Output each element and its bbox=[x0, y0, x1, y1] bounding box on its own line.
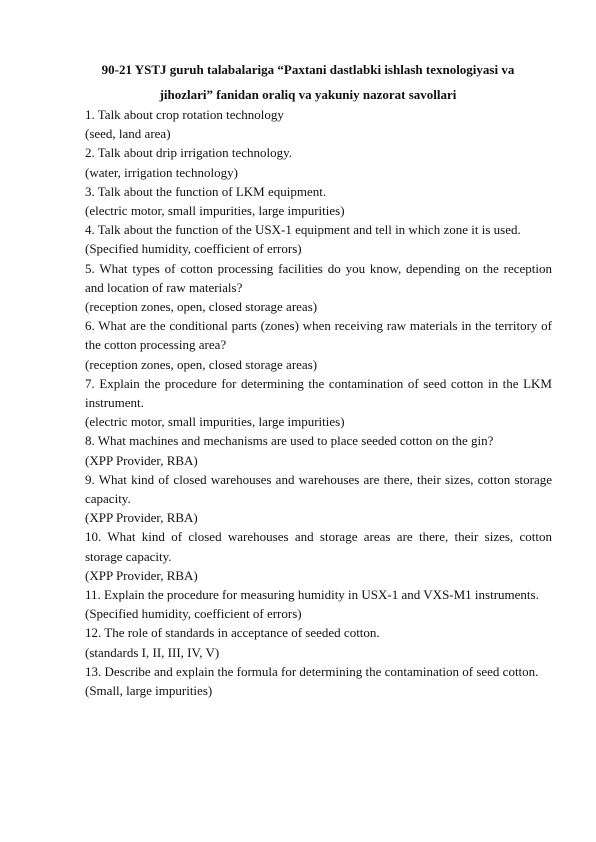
question-12-keywords: (standards I, II, III, IV, V) bbox=[85, 644, 220, 660]
document-title bbox=[82, 57, 534, 107]
question-3: 3. Talk about the function of LKM equipment. bbox=[85, 183, 327, 199]
question-2-keywords: (water, irrigation technology) bbox=[85, 164, 238, 180]
question-11-keywords: (Specified humidity, coefficient of errors) bbox=[85, 606, 302, 622]
question-7: 7. Explain the procedure for determining the contamination of seed cotton in the LKM instrument. bbox=[85, 375, 552, 411]
question-8: 8. What machines and mechanisms are used to place seeded cotton on the gin? bbox=[85, 433, 494, 449]
question-5: 5. What types of cotton processing facilities do you know, depending on the reception and location of raw materials? bbox=[85, 260, 552, 295]
question-9-keywords: (XPP Provider, RBA) bbox=[85, 510, 198, 526]
question-4-keywords: (Specified humidity, coefficient of errors) bbox=[85, 241, 302, 257]
question-6-keywords: (reception zones, open, closed storage areas) bbox=[85, 356, 318, 372]
title-line-1: 90-21 YSTJ guruh talabalariga “Paxtani dastlabki ishlash texnologiyasi va bbox=[101, 62, 515, 77]
question-13-keywords: (Small, large impurities) bbox=[85, 683, 213, 699]
question-13: 13. Describe and explain the formula for determining the contamination of seed cotton. bbox=[85, 663, 539, 679]
question-12: 12. The role of standards in acceptance of seeded cotton. bbox=[85, 625, 380, 641]
question-3-keywords: (electric motor, small impurities, large impurities) bbox=[85, 203, 345, 219]
title-line-2: jihozlari” fanidan oraliq va yakuniy nazorat savollari bbox=[159, 87, 457, 102]
question-1-keywords: (seed, land area) bbox=[85, 126, 171, 142]
question-8-keywords: (XPP Provider, RBA) bbox=[85, 452, 198, 468]
question-10: 10. What kind of closed warehouses and storage areas are there, their sizes, cotton storage capacity. bbox=[85, 529, 552, 564]
question-5-keywords: (reception zones, open, closed storage areas) bbox=[85, 299, 318, 315]
question-6: 6. What are the conditional parts (zones) when receiving raw materials in the territory of the cotton processing area? bbox=[85, 318, 552, 353]
question-10-keywords: (XPP Provider, RBA) bbox=[85, 567, 198, 583]
question-1: 1. Talk about crop rotation technology bbox=[85, 107, 284, 122]
question-7-keywords: (electric motor, small impurities, large impurities) bbox=[85, 414, 345, 430]
question-11: 11. Explain the procedure for measuring humidity in USX-1 and VXS-M1 instruments. bbox=[85, 587, 539, 603]
question-9: 9. What kind of closed warehouses and warehouses are there, their sizes, cotton storage capacity. bbox=[85, 471, 552, 507]
question-list bbox=[85, 105, 552, 700]
question-4: 4. Talk about the function of the USX-1 equipment and tell in which zone it is used. bbox=[85, 222, 521, 238]
question-2: 2. Talk about drip irrigation technology. bbox=[85, 145, 293, 161]
